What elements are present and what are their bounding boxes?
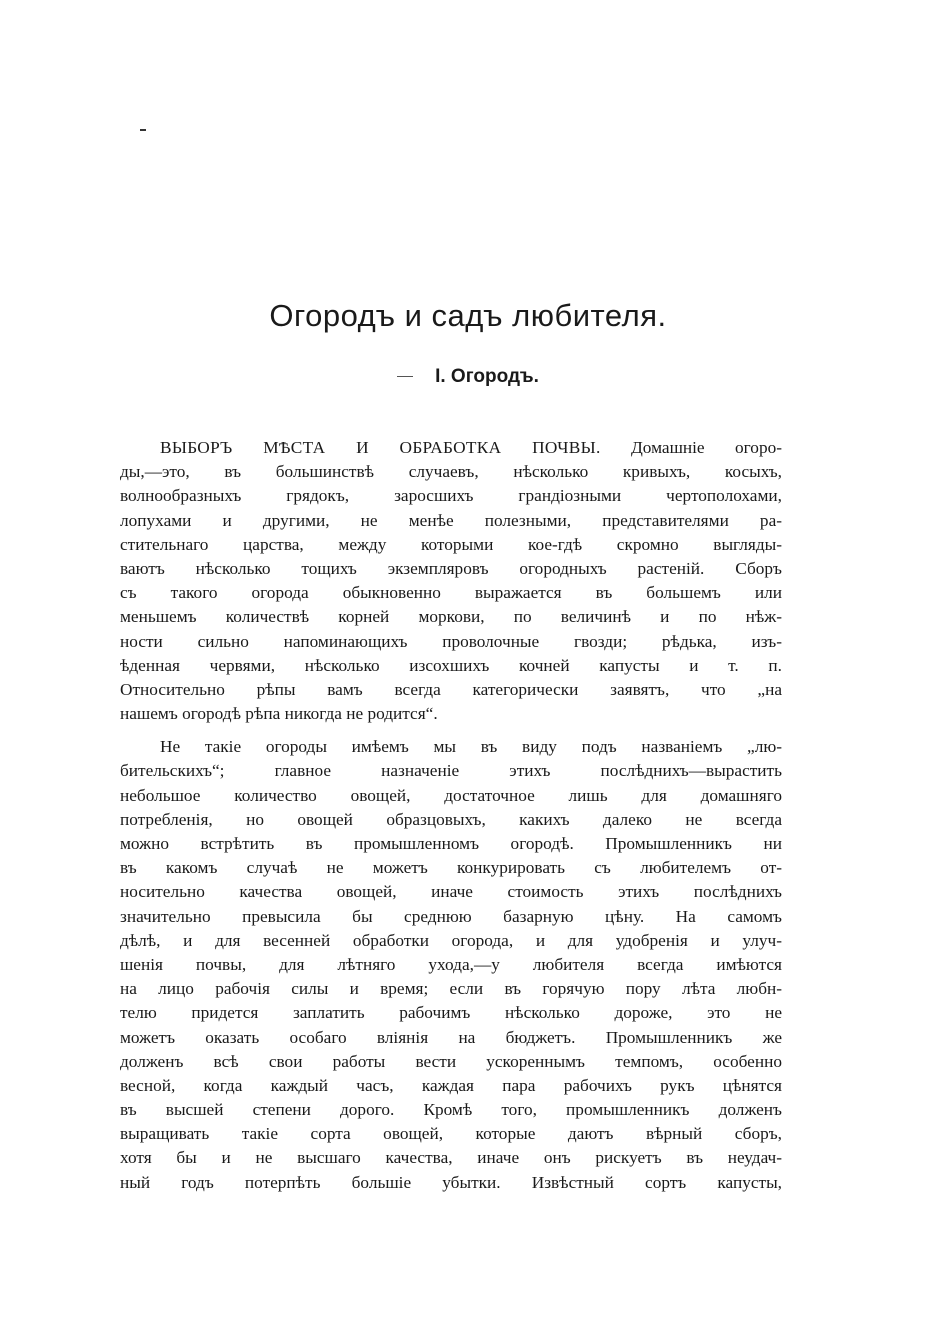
paragraph-line: съ такого огорода обыкновенно выражается въ большемъ или bbox=[120, 583, 782, 603]
paragraph-line: хотя бы и не высшаго качества, иначе онъ рискуетъ въ неудач- bbox=[120, 1148, 782, 1168]
paragraph-line: Относительно рѣпы вамъ всегда категорически заявятъ, что „на bbox=[120, 679, 782, 699]
ink-dash-mark bbox=[397, 376, 413, 377]
paragraph-line: бительскихъ“; главное назначеніе этихъ послѣднихъ—вырастить bbox=[120, 761, 782, 781]
body-text bbox=[120, 436, 782, 1195]
paragraph-line: въ высшей степени дорого. Кромѣ того, промышленникъ долженъ bbox=[120, 1100, 782, 1120]
paragraph-line: Не такіе огороды имѣемъ мы въ виду подъ названіемъ „лю- bbox=[160, 737, 782, 757]
paragraph-lead: ВЫБОРЪ МѢСТА И ОБРАБОТКА ПОЧВЫ. bbox=[160, 438, 601, 457]
paragraph-lead-rest: Домашніе огоро- bbox=[630, 438, 782, 457]
paragraph-line: потребленія, но овощей образцовыхъ, какихъ далеко не всегда bbox=[120, 809, 782, 829]
page-title: Огородъ и садъ любителя. bbox=[269, 298, 667, 333]
paragraph-line: меньшемъ количествѣ корней моркови, по величинѣ и по нѣж- bbox=[120, 607, 782, 627]
paragraph-line: ѣденная червями, нѣсколько изсохшихъ кочней капусты и т. п. bbox=[120, 655, 782, 675]
paragraph-line: весной, когда каждый часъ, каждая пара рабочихъ рукъ цѣнятся bbox=[120, 1075, 782, 1095]
paragraph-line: шенія почвы, для лѣтняго ухода,—у любителя всегда имѣются bbox=[120, 954, 782, 974]
paragraph-line: небольшое количество овощей, достаточное лишь для домашняго bbox=[120, 785, 782, 805]
paragraph-line: ности сильно напоминающихъ проволочные гвозди; рѣдька, изъ- bbox=[120, 631, 782, 651]
paragraph-line: стительнаго царства, между которыми кое-гдѣ скромно выгляды- bbox=[120, 534, 782, 554]
paragraph-line bbox=[120, 436, 782, 460]
paragraph-line: можетъ оказать особаго вліянія на бюджетъ. Промышленникъ же bbox=[120, 1027, 782, 1047]
paragraph-line: нашемъ огородѣ рѣпа никогда не родится“. bbox=[120, 704, 438, 724]
paragraph-line: носительно качества овощей, иначе стоимость этихъ послѣднихъ bbox=[120, 882, 782, 902]
paragraph-line: долженъ всѣ свои работы вести ускореннымъ темпомъ, особенно bbox=[120, 1051, 782, 1071]
paragraph-line: въ какомъ случаѣ не можетъ конкурировать съ любителемъ от- bbox=[120, 858, 782, 878]
paragraph-line: ды,—это, въ большинствѣ случаевъ, нѣсколько кривыхъ, косыхъ, bbox=[120, 462, 782, 482]
paragraph-line: ваютъ нѣсколько тощихъ экземпляровъ огородныхъ растеній. Сборъ bbox=[120, 558, 782, 578]
paragraph-line: лопухами и другими, не менѣе полезными, представителями ра- bbox=[120, 510, 782, 530]
paragraph-line: дѣлѣ, и для весенней обработки огорода, и для удобренія и улуч- bbox=[120, 930, 782, 950]
paragraph-line: можно встрѣтить въ промышленномъ огородѣ. Промышленникъ ни bbox=[120, 834, 782, 853]
paragraph-line: волнообразныхъ грядокъ, заросшихъ грандіозными чертополохами, bbox=[120, 486, 782, 506]
paragraph-line: на лицо рабочія силы и время; если въ горячую пору лѣта любн- bbox=[120, 979, 782, 999]
section-heading-text: I. Огородъ. bbox=[435, 366, 539, 387]
stray-ink-mark bbox=[140, 129, 146, 131]
paragraph-line: выращивать такіе сорта овощей, которые даютъ вѣрный сборъ, bbox=[120, 1124, 782, 1144]
paragraph-line: телю придется заплатить рабочимъ нѣсколько дороже, это не bbox=[120, 1003, 782, 1023]
section-heading bbox=[0, 366, 936, 388]
paragraph-1 bbox=[120, 436, 782, 726]
paragraph-line: значительно превысила бы среднюю базарную цѣну. На самомъ bbox=[120, 906, 782, 926]
paragraph-line: ный годъ потерпѣть большіе убытки. Извѣстный сортъ капусты, bbox=[120, 1172, 782, 1192]
paragraph-2 bbox=[120, 735, 782, 1195]
